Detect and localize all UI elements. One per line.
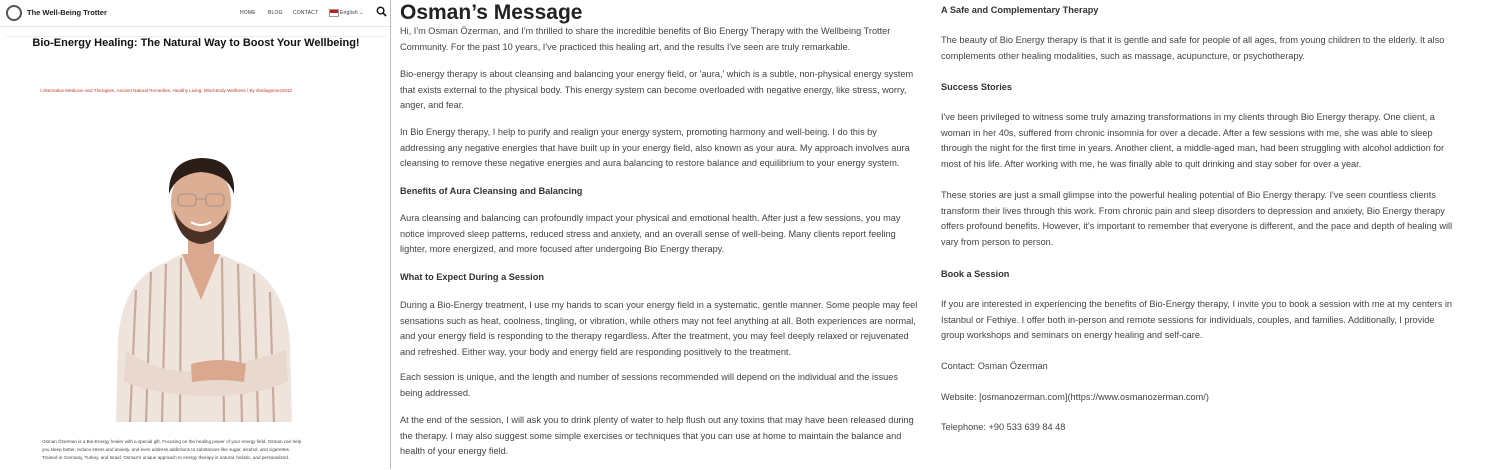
post-title: Bio-Energy Healing: The Natural Way to Boost Your Wellbeing!: [32, 37, 360, 49]
benefits-heading: Benefits of Aura Cleansing and Balancing: [400, 186, 583, 196]
text-line: In Bio Energy therapy, I help to purify and realign your energy system, promoting harmony and well-being. I do this by: [400, 127, 877, 137]
bio-line: Osman Özerman is a Bio-Energy healer with a special gift. Focusing on the healing power of your energy field, Osman can help: [42, 439, 302, 444]
text-line: and your energy field is responding to the therapy regardless. After the treatment, you may feel deeply relaxed or rejuvenated: [400, 331, 909, 342]
text-line: and refreshed. Either way, your body and energy field are responding positively to the treatment.: [400, 346, 792, 357]
success-heading: Success Stories: [941, 82, 1012, 92]
text-line: transform their lives through this work. From chronic pain and sleep disorders to depression and anxiety, Bio Energy therapy: [941, 205, 1445, 216]
success-paragraph: [941, 110, 1444, 172]
text-line: cleansing to remove these negative energies and aura balancing to restore balance and equilibrium to your energy system.: [400, 158, 900, 169]
author-bio: [42, 438, 362, 463]
text-line: group workshops and seminars on energy healing and self-care.: [941, 330, 1203, 341]
text-line: Aura cleansing and balancing can profoundly impact your physical and emotional health. After just a few sessions, you may: [400, 213, 901, 223]
text-line: Community. For the past 10 years, I've practiced this healing art, and the results I've seen are truly remarkable.: [400, 41, 851, 52]
bio-line: Trained in Germany, Turkey, and Israel, Osman's unique approach to energy therapy is natural, holistic, and personalized.: [42, 455, 290, 461]
therapy-paragraph: [400, 125, 910, 172]
nav-blog[interactable]: BLOG: [268, 10, 283, 16]
text-line: woman in her 40s, suffered from chronic insomnia for over a decade. After a few sessions with me, she was able to sleep: [941, 127, 1433, 138]
text-line: addressing any negative energies that have built up in your energy field, also known as your aura. My approach involves aura: [400, 142, 910, 153]
telephone-line: Telephone: +90 533 639 84 48: [941, 422, 1066, 432]
text-line: If you are interested in experiencing the benefits of Bio-Energy therapy, I invite you to book a session with me at my centers in: [941, 299, 1453, 309]
text-line: lighter, more energized, and more focused after undergoing Bio Energy therapy.: [400, 244, 725, 255]
stories-paragraph: [941, 188, 1452, 250]
blog-post-panel: [0, 0, 392, 469]
text-line: that exists external to the physical body. This energy system can become overloaded with negative energy, like stress, worry,: [400, 84, 907, 95]
text-line: through the night for the first time in years. Another client, a middle-aged man, had been struggling with alcohol addiction for: [941, 143, 1445, 154]
text-line: offers profound benefits. However, it's important to remember that everyone is different, and the pace and depth of healing will: [941, 221, 1453, 232]
text-line: Bio-energy therapy is about cleansing and balancing your energy field, or 'aura,' which is a subtle, non-physical energy system: [400, 69, 914, 79]
text-line: anger, and fear.: [400, 100, 464, 111]
safe-heading: A Safe and Complementary Therapy: [941, 5, 1099, 15]
expect-heading: What to Expect During a Session: [400, 272, 544, 282]
author-portrait: [96, 150, 306, 422]
uk-flag-icon[interactable]: [329, 9, 339, 17]
search-icon[interactable]: [376, 6, 387, 17]
benefits-paragraph: [400, 211, 901, 258]
text-line: I've been privileged to witness some truly amazing transformations in my clients through Bio Energy therapy. One client, a: [941, 112, 1435, 122]
text-line: At the end of the session, I will ask you to drink plenty of water to help flush out any toxins that may have been released during: [400, 415, 914, 425]
post-meta[interactable]: / Alternative Medicine and Therapies, Ancient Natural Remedies, Healthy Living, Mind-Body Wellness / By sheilagomez2012: [40, 88, 293, 93]
text-line: vary from person to person.: [941, 236, 1054, 247]
expect-paragraph: [400, 298, 917, 360]
message-heading: Osman’s Message: [400, 1, 583, 24]
text-line: health of your energy field.: [400, 446, 509, 457]
text-line: Istanbul or Fethiye. I offer both in-person and remote sessions for individuals, couples, and families. Additionally, I provide: [941, 314, 1435, 325]
session-paragraph: [400, 370, 898, 401]
text-line: notice improved sleep patterns, reduced stress and anxiety, and an overall sense of well-being. Many clients report feeling: [400, 228, 896, 239]
text-line: complements other healing modalities, such as massage, acupuncture, or psychotherapy.: [941, 50, 1305, 61]
contact-line: Contact: Osman Özerman: [941, 361, 1048, 371]
intro-paragraph: [400, 24, 890, 55]
circle-logo-icon[interactable]: [6, 5, 22, 21]
text-line: being addressed.: [400, 387, 471, 398]
text-line: These stories are just a small glimpse into the powerful healing potential of Bio Energy therapy. I've seen countless clients: [941, 190, 1436, 200]
aura-paragraph: [400, 67, 913, 114]
text-line: During a Bio-Energy treatment, I use my hands to scan your energy field in a systematic, gentle manner. Some people may feel: [400, 300, 918, 310]
site-header: [0, 0, 392, 27]
nav-contact[interactable]: CONTACT: [293, 10, 319, 16]
text-line: sensations such as heat, coolness, tingling, or vibration, while others may not feel anything at all. Both experiences are normal,: [400, 315, 916, 326]
book-heading: Book a Session: [941, 269, 1010, 279]
nav-home[interactable]: HOME: [240, 10, 256, 16]
website-link[interactable]: Website: [osmanozerman.com](https://www.osmanozerman.com/): [941, 392, 1209, 402]
book-paragraph: [941, 297, 1452, 344]
text-line: Each session is unique, and the length and number of sessions recommended will depend on the individual and the issues: [400, 372, 898, 382]
text-line: the therapy. I may also suggest some simple exercises or techniques that you can use at home to maintain the balance and: [400, 430, 902, 441]
text-line: The beauty of Bio Energy therapy is that it is gentle and safe for people of all ages, from young children to the elderly. It also: [941, 35, 1445, 45]
safe-paragraph: [941, 33, 1444, 64]
panel-divider: [390, 0, 391, 469]
text-line: Hi, I'm Osman Özerman, and I'm thrilled to share the incredible benefits of Bio Energy Therapy with the Wellbeing Trotter: [400, 26, 891, 36]
aftercare-paragraph: [400, 413, 914, 460]
site-title[interactable]: The Well-Being Trotter: [27, 8, 107, 17]
language-selector[interactable]: English ⌄: [340, 10, 364, 16]
bio-line: you sleep better, reduce stress and anxiety, and even address addictions to substances like sugar, alcohol, and cigarettes.: [42, 447, 291, 453]
text-line: most of his life. After working with me, he was finally able to quit drinking and stay sober for over a year.: [941, 158, 1362, 169]
